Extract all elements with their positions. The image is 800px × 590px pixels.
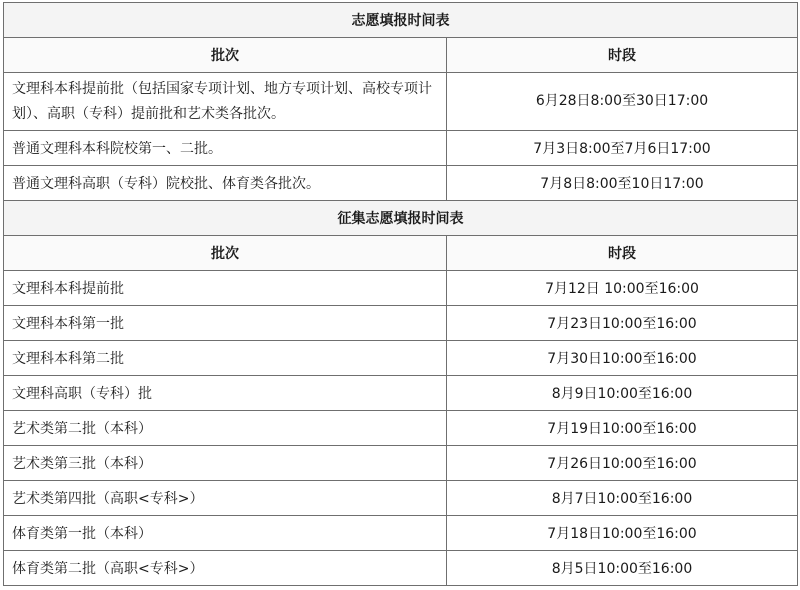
batch-cell: 体育类第一批（本科）	[4, 516, 447, 551]
period-cell: 7月8日8:00至10日17:00	[447, 166, 798, 201]
period-cell: 7月12日 10:00至16:00	[447, 271, 798, 306]
table-row	[4, 271, 798, 306]
batch-cell: 普通文理科本科院校第一、二批。	[4, 131, 447, 166]
period-cell: 7月3日8:00至7月6日17:00	[447, 131, 798, 166]
column-header-row	[4, 236, 798, 271]
section-title: 志愿填报时间表	[4, 3, 798, 38]
table-row	[4, 481, 798, 516]
table-row	[4, 516, 798, 551]
section-title-row	[4, 3, 798, 38]
column-header-period: 时段	[447, 38, 798, 73]
section-title-row	[4, 201, 798, 236]
period-cell: 7月19日10:00至16:00	[447, 411, 798, 446]
batch-cell: 艺术类第三批（本科）	[4, 446, 447, 481]
table-row	[4, 376, 798, 411]
column-header-batch: 批次	[4, 38, 447, 73]
schedule-table	[3, 2, 798, 586]
batch-cell: 文理科高职（专科）批	[4, 376, 447, 411]
batch-cell: 艺术类第二批（本科）	[4, 411, 447, 446]
period-cell: 6月28日8:00至30日17:00	[447, 73, 798, 131]
table-row	[4, 73, 798, 131]
batch-cell: 艺术类第四批（高职<专科>）	[4, 481, 447, 516]
table-row	[4, 306, 798, 341]
batch-cell: 文理科本科提前批（包括国家专项计划、地方专项计划、高校专项计划）、高职（专科）提前批和艺术类各批次。	[4, 73, 447, 131]
batch-cell: 文理科本科第一批	[4, 306, 447, 341]
section-title: 征集志愿填报时间表	[4, 201, 798, 236]
batch-cell: 文理科本科提前批	[4, 271, 447, 306]
table-row	[4, 551, 798, 586]
column-header-period: 时段	[447, 236, 798, 271]
table-row	[4, 341, 798, 376]
period-cell: 7月26日10:00至16:00	[447, 446, 798, 481]
table-row	[4, 166, 798, 201]
period-cell: 8月7日10:00至16:00	[447, 481, 798, 516]
table-row	[4, 131, 798, 166]
batch-cell: 体育类第二批（高职<专科>）	[4, 551, 447, 586]
batch-cell: 普通文理科高职（专科）院校批、体育类各批次。	[4, 166, 447, 201]
column-header-row	[4, 38, 798, 73]
table-row	[4, 411, 798, 446]
period-cell: 8月5日10:00至16:00	[447, 551, 798, 586]
period-cell: 7月18日10:00至16:00	[447, 516, 798, 551]
period-cell: 8月9日10:00至16:00	[447, 376, 798, 411]
batch-cell: 文理科本科第二批	[4, 341, 447, 376]
column-header-batch: 批次	[4, 236, 447, 271]
table-row	[4, 446, 798, 481]
period-cell: 7月30日10:00至16:00	[447, 341, 798, 376]
period-cell: 7月23日10:00至16:00	[447, 306, 798, 341]
